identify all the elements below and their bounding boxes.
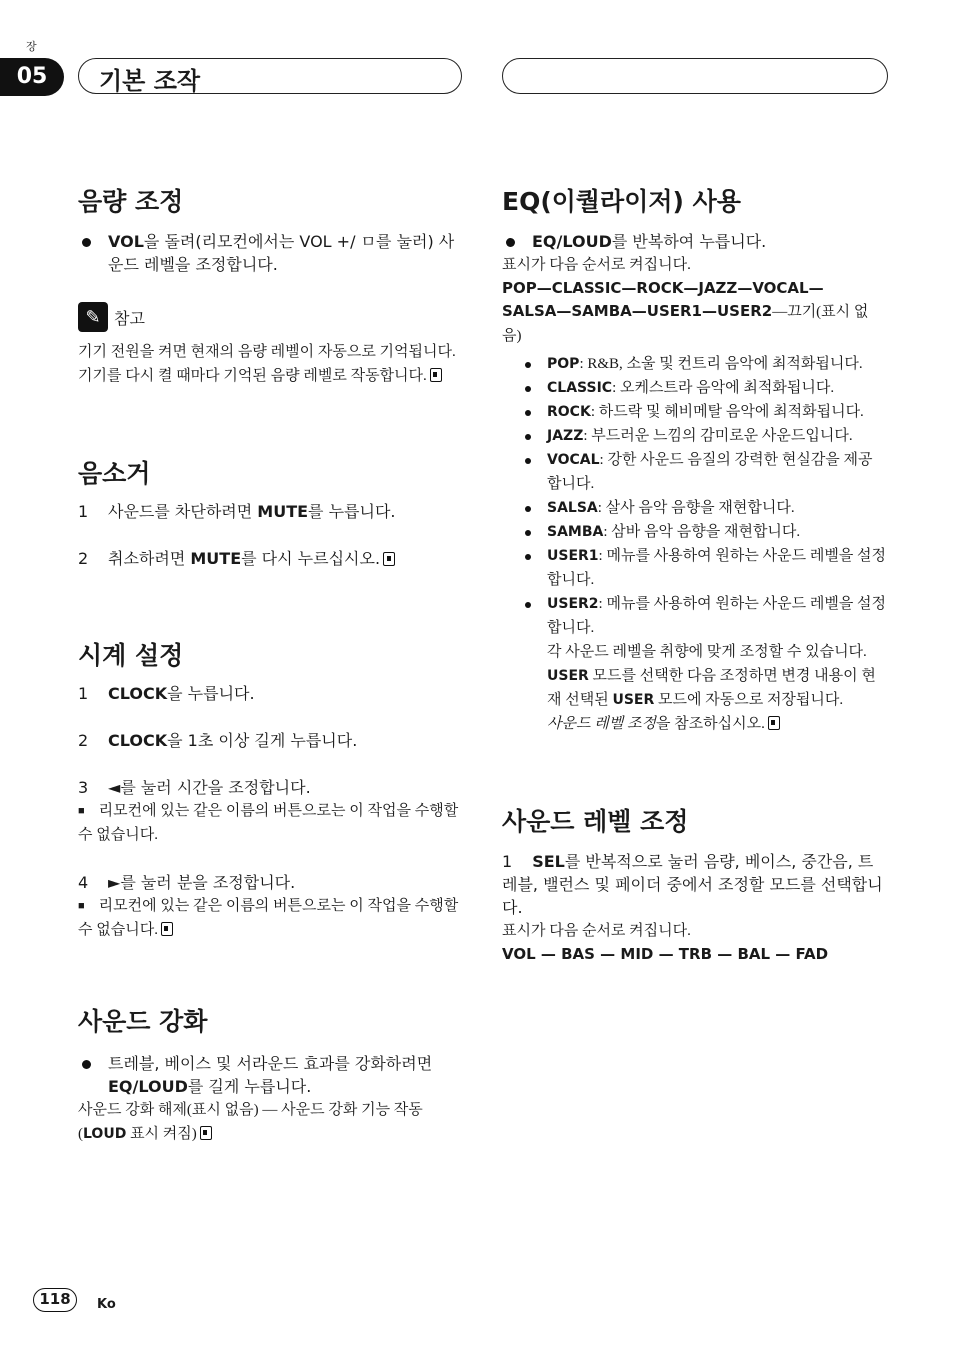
instruction-text: 트레블, 베이스 및 서라운드 효과를 강화하려면 (108, 1054, 433, 1073)
eq-mode-key: SALSA (547, 500, 598, 516)
eq-mode-item (547, 448, 887, 496)
note-header (78, 302, 463, 332)
clock-step-4 (78, 871, 463, 894)
eq-mode-desc: : 부드러운 느낌의 감미로운 사운드입니다. (583, 428, 853, 444)
eq-mode-desc: : 메뉴를 사용하여 원하는 사운드 레벨을 설정합니다. (547, 548, 887, 588)
clock-step-4-note (78, 894, 463, 942)
eq-order-line-1: POP—CLASSIC—ROCK—JAZZ—VOCAL— (502, 279, 824, 297)
section-sound-level (502, 806, 887, 966)
eq-mode-key: JAZZ (547, 428, 584, 444)
eq-mode-item (547, 496, 887, 520)
step-note-text: 리모컨에 있는 같은 이름의 버튼으로는 이 작업을 수행할 수 없습니다. (78, 803, 459, 843)
mute-key: MUTE (257, 502, 309, 521)
section-enhance (78, 1006, 463, 1146)
user-key: USER (612, 692, 655, 708)
eq-mode-desc: : 하드락 및 헤비메탈 음악에 최적화됩니다. (590, 404, 864, 420)
body-text: 표시 켜짐) (126, 1126, 197, 1142)
eq-order-line-2 (502, 300, 887, 348)
eq-mode-key: CLASSIC (547, 380, 613, 396)
right-arrow-icon: ► (108, 873, 121, 892)
instruction-text: 를 길게 누릅니다. (187, 1077, 312, 1096)
clock-step-1 (78, 682, 463, 705)
end-mark-icon (768, 716, 780, 730)
eq-mode-list (502, 352, 887, 736)
left-column (78, 186, 463, 1146)
volume-note-text (78, 340, 463, 388)
step-text: 를 눌러 시간을 조정합니다. (120, 778, 311, 797)
eq-mode-item (547, 544, 887, 592)
sound-level-step-1 (502, 850, 887, 919)
note-pencil-icon: ✎ (78, 302, 108, 332)
section-mute (78, 458, 463, 570)
eq-reference (547, 712, 887, 736)
eq-mode-key: USER2 (547, 596, 599, 612)
section-clock (78, 640, 463, 942)
eq-loud-key: EQ/LOUD (532, 232, 612, 251)
mute-step-2 (78, 547, 463, 570)
clock-key: CLOCK (108, 684, 168, 703)
eq-mode-key: USER1 (547, 548, 599, 564)
step-note-text: 리모컨에 있는 같은 이름의 버튼으로는 이 작업을 수행할 수 없습니다. (78, 898, 459, 938)
body-text: 사운드 강화 해제(표시 없음) — 사운드 강화 기능 작동( (78, 1102, 423, 1142)
step-text: 를 반복적으로 눌러 음량, 베이스, 중간음, 트레블, 밸런스 및 페이더 중에서 조정할 모드를 선택합니다. (502, 852, 883, 917)
step-number: 3 (78, 778, 89, 797)
enhance-instruction (78, 1052, 463, 1098)
step-text: 를 눌러 분을 조정합니다. (120, 873, 296, 892)
section-heading-enhance: 사운드 강화 (78, 1007, 208, 1036)
eq-mode-item (547, 352, 887, 376)
chapter-title-frame (78, 58, 462, 94)
note-label: 참고 (114, 308, 145, 328)
sound-level-order-line: VOL — BAS — MID — TRB — BAL — FAD (502, 945, 829, 963)
eq-mode-key: ROCK (547, 404, 591, 420)
eq-mode-desc: : 강한 사운드 음질의 강력한 현실감을 제공합니다. (547, 452, 873, 492)
language-code: Ko (97, 1297, 116, 1312)
vol-key: VOL (108, 232, 144, 251)
step-text: 를 다시 누르십시오. (241, 549, 381, 568)
loud-key: LOUD (83, 1126, 127, 1142)
step-text: 를 누릅니다. (308, 502, 396, 521)
eq-mode-item (547, 400, 887, 424)
section-volume (78, 186, 463, 388)
eq-mode-key: VOCAL (547, 452, 600, 468)
page-number: 118 (33, 1288, 77, 1312)
end-mark-icon (430, 368, 442, 382)
clock-step-3 (78, 776, 463, 799)
eq-mode-item (547, 592, 887, 736)
section-heading-clock: 시계 설정 (78, 641, 184, 670)
body-text: 모드를 선택한 다음 조정하면 변경 내용이 현재 선택된 (547, 668, 876, 708)
eq-mode-desc: : R&B, 소울 및 컨트리 음악에 최적화됩니다. (579, 356, 863, 372)
volume-instruction (78, 230, 463, 276)
step-text: 사운드를 차단하려면 (108, 502, 258, 521)
chapter-label: 장 (26, 40, 37, 53)
user-key: USER (547, 668, 589, 684)
clock-step-2 (78, 729, 463, 752)
eq-mode-item (547, 376, 887, 400)
small-square-icon: ■ (78, 900, 85, 912)
step-number: 1 (78, 502, 89, 521)
volume-note-body: 기기 전원을 켜면 현재의 음량 레벨이 자동으로 기억됩니다. 기기를 다시 켤 때마다 기억된 음량 레벨로 작동합니다. (78, 344, 456, 384)
eq-mode-desc: : 오케스트라 음악에 최적화됩니다. (612, 380, 835, 396)
eq-mode-desc: : 살사 음악 음향을 재현합니다. (597, 500, 795, 516)
section-heading-volume: 음량 조정 (78, 187, 184, 216)
body-text: 모드에 자동으로 저장됩니다. (654, 692, 844, 708)
body-text: 각 사운드 레벨을 취향에 맞게 조정할 수 있습니다. (547, 644, 867, 660)
eq-instruction (502, 230, 887, 253)
eq-mode-desc: : 메뉴를 사용하여 원하는 사운드 레벨을 설정합니다. (547, 596, 887, 636)
instruction-text: 를 반복하여 누릅니다. (611, 232, 767, 251)
mute-key: MUTE (190, 549, 242, 568)
eq-user-explanation (547, 640, 887, 712)
clock-key: CLOCK (108, 731, 168, 750)
eq-order-intro: 표시가 다음 순서로 켜집니다. (502, 257, 691, 273)
eq-order-off: —끄기(표시 없음) (502, 304, 869, 344)
header-right-frame (502, 58, 888, 94)
step-text: 을 1초 이상 길게 누릅니다. (167, 731, 358, 750)
eq-mode-key: SAMBA (547, 524, 604, 540)
sel-key: SEL (532, 852, 565, 871)
end-mark-icon (161, 922, 173, 936)
eq-mode-item (547, 520, 887, 544)
chapter-number-badge: 05 (0, 58, 64, 96)
step-number: 4 (78, 873, 89, 892)
step-number: 1 (502, 852, 513, 871)
left-arrow-icon: ◄ (108, 778, 121, 797)
sound-level-order-intro: 표시가 다음 순서로 켜집니다. (502, 923, 691, 939)
volume-instruction-text: 을 돌려(리모컨에서는 VOL +/ ㅁ를 눌러) 사운드 레벨을 조정합니다. (108, 232, 455, 274)
clock-step-3-note (78, 799, 463, 847)
step-text: 취소하려면 (108, 549, 191, 568)
cross-reference-link[interactable]: 사운드 레벨 조정 (547, 716, 656, 732)
eq-mode-item (547, 424, 887, 448)
eq-mode-key: POP (547, 356, 580, 372)
section-heading-sound-level: 사운드 레벨 조정 (502, 807, 689, 836)
step-number: 2 (78, 731, 89, 750)
eq-order-keys: SALSA—SAMBA—USER1—USER2 (502, 302, 773, 320)
section-heading-eq: EQ(이퀄라이저) 사용 (502, 187, 741, 216)
chapter-title: 기본 조작 (99, 67, 201, 95)
small-square-icon: ■ (78, 805, 85, 817)
section-eq (502, 186, 887, 736)
step-number: 1 (78, 684, 89, 703)
mute-step-1 (78, 500, 463, 523)
eq-loud-key: EQ/LOUD (108, 1077, 188, 1096)
body-text: 을 참조하십시오. (655, 716, 765, 732)
right-column (502, 186, 887, 966)
end-mark-icon (383, 552, 395, 566)
enhance-body (78, 1098, 463, 1146)
eq-mode-desc: : 삼바 음악 음향을 재현합니다. (603, 524, 801, 540)
end-mark-icon (200, 1126, 212, 1140)
step-text: 을 누릅니다. (167, 684, 255, 703)
section-heading-mute: 음소거 (78, 459, 151, 488)
step-number: 2 (78, 549, 89, 568)
